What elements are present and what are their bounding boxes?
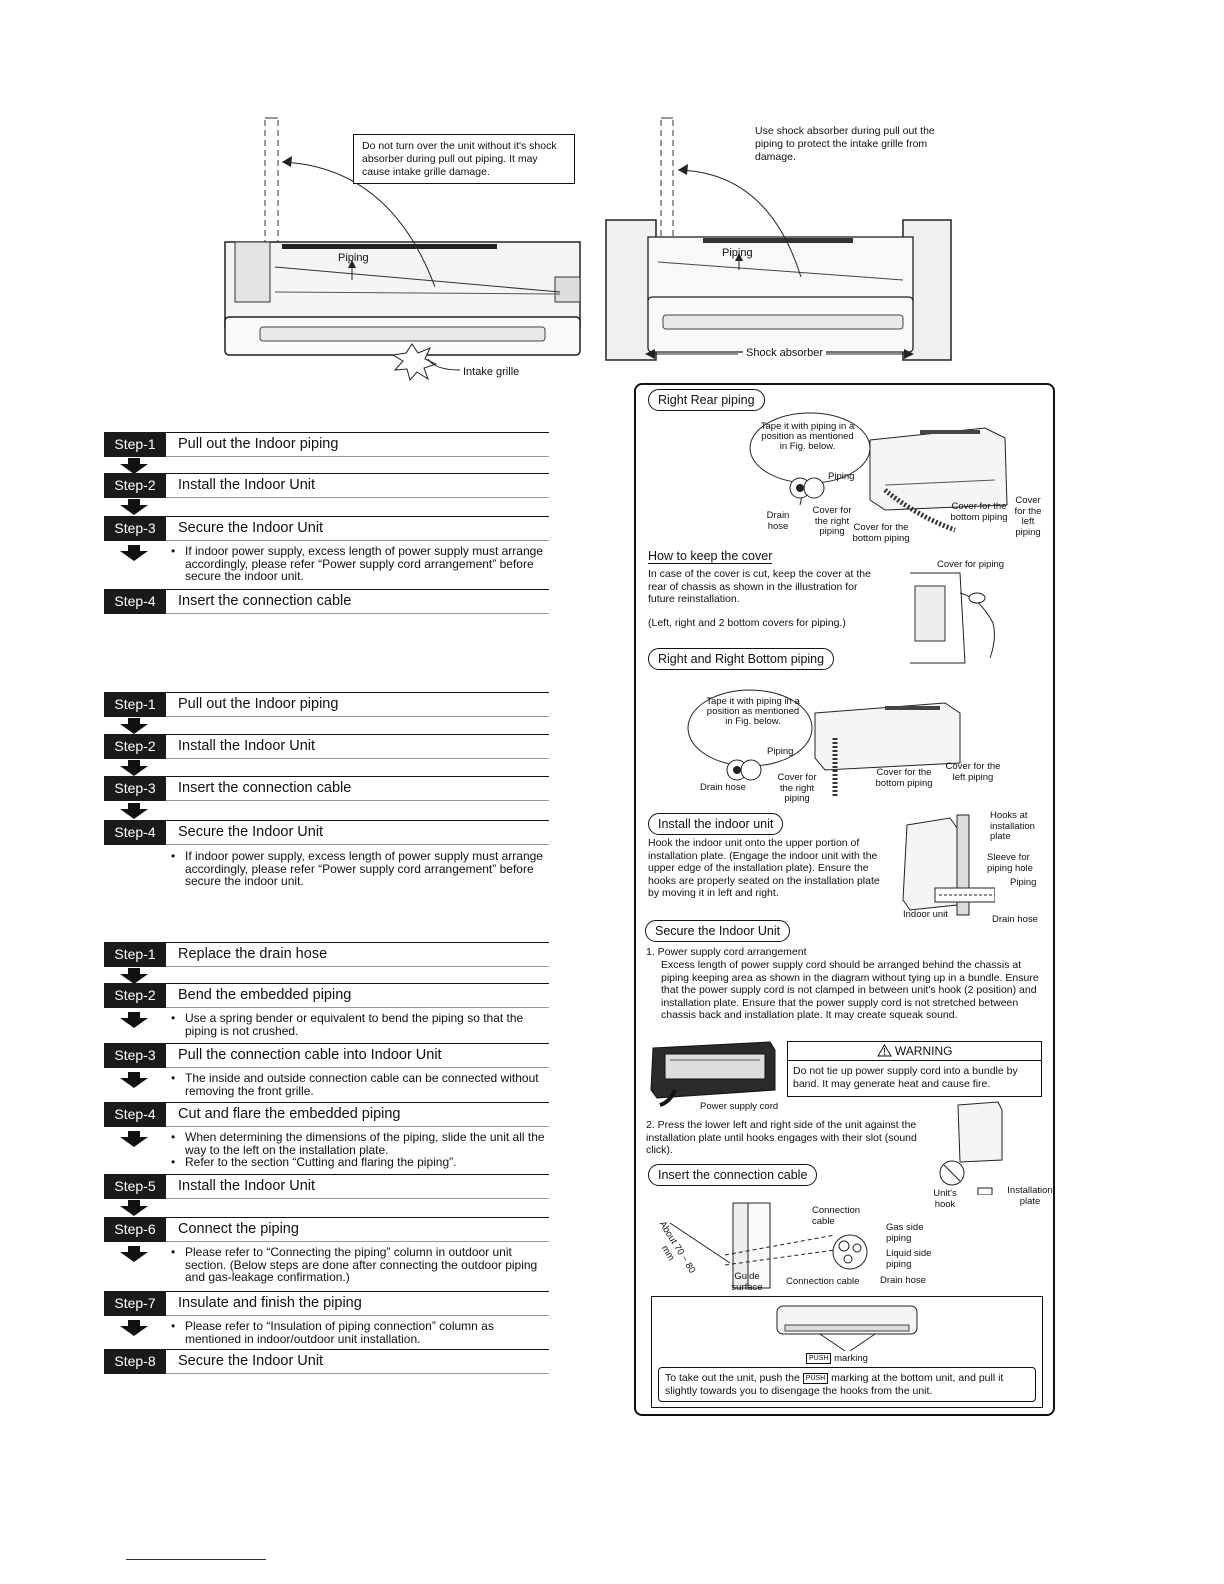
heading-insert-connection-cable: Insert the connection cable [648, 1164, 817, 1186]
takeout-text-part1: To take out the unit, push the [665, 1372, 800, 1384]
step-badge: Step-1 [104, 692, 166, 717]
press-unit-text: 2. Press the lower left and right side of the unit against the installation plate until hooks engages with their slot (sound click). [646, 1119, 917, 1156]
step-badge: Step-1 [104, 432, 166, 457]
step-title: Secure the Indoor Unit [178, 1353, 324, 1369]
step-row [104, 589, 549, 614]
hooks-label: Hooks at installation plate [990, 810, 1035, 842]
down-arrow-icon [120, 1246, 148, 1262]
step-title: Secure the Indoor Unit [178, 520, 324, 536]
step-row [104, 983, 549, 1008]
power-cord-title: 1. Power supply cord arrangement [646, 946, 807, 958]
step-badge: Step-3 [104, 516, 166, 541]
step-row [104, 516, 549, 541]
step-bullets [171, 1072, 546, 1097]
step-badge: Step-6 [104, 1217, 166, 1242]
step-title: Secure the Indoor Unit [178, 824, 324, 840]
hook-engage-illustration [930, 1100, 1010, 1195]
step-title: Install the Indoor Unit [178, 1178, 316, 1194]
piping-label: Piping [828, 471, 855, 482]
bullet-text: • Please refer to “Insulation of piping connection” column as mentioned in indoor/outdoor unit installation. [171, 1320, 546, 1345]
piping-label-right: Piping [722, 247, 753, 259]
cover-bottom-label: Cover for the bottom piping [950, 501, 1008, 523]
step-badge: Step-4 [104, 1102, 166, 1127]
takeout-note-box [658, 1367, 1036, 1402]
step-badge: Step-2 [104, 734, 166, 759]
step-badge: Step-2 [104, 473, 166, 498]
step-title: Pull the connection cable into Indoor Unit [178, 1047, 442, 1063]
warning-box [787, 1041, 1042, 1097]
step-row [104, 1174, 549, 1199]
step-row [104, 734, 549, 759]
piping-label: Piping [767, 746, 794, 757]
step-badge: Step-5 [104, 1174, 166, 1199]
step-row [104, 692, 549, 717]
piping-label-left: Piping [338, 252, 369, 264]
warning-text: Do not tie up power supply cord into a bundle by band. It may generate heat and cause fire. [793, 1065, 1018, 1090]
installation-plate-label: Installation plate [1007, 1185, 1053, 1207]
heading-right-bottom-piping: Right and Right Bottom piping [648, 648, 834, 670]
cover-right-label: Cover for the right piping [777, 772, 817, 804]
keep-cover-text: In case of the cover is cut, keep the cover at the rear of chassis as shown in the illustration for future reinstallation. [648, 568, 871, 605]
guide-surface-label: Guide surface [731, 1271, 763, 1293]
push-marking-text: marking [834, 1353, 868, 1365]
down-arrow-icon [120, 1012, 148, 1028]
step-bullets [171, 1131, 546, 1169]
gas-side-label: Gas side piping [886, 1222, 924, 1244]
drain-hose-label: Drain hose [766, 510, 790, 532]
drain-hose-label: Drain hose [880, 1275, 926, 1286]
indoor-unit-label: Indoor unit [903, 909, 948, 920]
step-badge: Step-7 [104, 1291, 166, 1316]
step-badge: Step-4 [104, 820, 166, 845]
step-title: Install the Indoor Unit [178, 477, 316, 493]
step-title: Cut and flare the embedded piping [178, 1106, 401, 1122]
step-title: Pull out the Indoor piping [178, 436, 339, 452]
step-row [104, 1217, 549, 1242]
step-title: Insert the connection cable [178, 780, 352, 796]
warning-note-box: Do not turn over the unit without it's shock absorber during pull out piping. It may cause intake grille damage. [353, 134, 575, 184]
step-row [104, 942, 549, 967]
warning-title: WARNING [894, 1044, 953, 1058]
unit-bottom-illustration [775, 1303, 920, 1353]
drain-hose-label: Drain hose [992, 914, 1038, 925]
bullet-text: • When determining the dimensions of the piping, slide the unit all the way to the left on the installation plate. [171, 1131, 546, 1156]
heading-right-rear-piping: Right Rear piping [648, 389, 765, 411]
cover-right-label: Cover for the right piping [812, 505, 852, 537]
step-title: Connect the piping [178, 1221, 299, 1237]
step-badge: Step-3 [104, 1043, 166, 1068]
keep-cover-illustration [905, 568, 1010, 666]
shock-absorber-label: Shock absorber [743, 347, 826, 359]
bullet-text: • If indoor power supply, excess length of power supply must arrange accordingly, please refer “Power supply cord arrangement” before secure the indoor unit. [171, 545, 546, 583]
step-row [104, 473, 549, 498]
down-arrow-icon [120, 718, 148, 734]
down-arrow-icon [120, 1131, 148, 1147]
bullet-text: • If indoor power supply, excess length of power supply must arrange accordingly, please refer “Power supply cord arrangement” before secure the indoor unit. [171, 850, 546, 888]
units-hook-label: Unit's hook [933, 1188, 957, 1210]
down-arrow-icon [120, 458, 148, 474]
step-title: Pull out the Indoor piping [178, 696, 339, 712]
about-dimension-label: About 70 ~ 80 mm [656, 1219, 698, 1276]
step-badge: Step-2 [104, 983, 166, 1008]
shock-absorber-note: Use shock absorber during pull out the piping to protect the intake grille from damage. [755, 125, 935, 163]
push-marking-label [806, 1353, 868, 1365]
liquid-side-label: Liquid side piping [886, 1248, 932, 1270]
step-row [104, 776, 549, 801]
cover-left-label: Cover for the left piping [945, 761, 1001, 783]
step-badge: Step-4 [104, 589, 166, 614]
bullet-text: • Refer to the section “Cutting and flaring the piping”. [171, 1156, 546, 1169]
power-cord-label: Power supply cord [700, 1101, 779, 1112]
step-title: Insulate and finish the piping [178, 1295, 362, 1311]
step-bullets [171, 1320, 546, 1345]
takeout-text-part2: marking at the bottom unit, and pull it slightly towards you to disengage the hooks from the unit. [665, 1372, 1004, 1397]
install-text: Hook the indoor unit onto the upper portion of installation plate. (Engage the indoor unit with the upper edge of the installation plate). Ensure the hooks are properly seated on the installation plate by moving it in left and right. [648, 837, 880, 899]
step-title: Insert the connection cable [178, 593, 352, 609]
step-title: Bend the embedded piping [178, 987, 352, 1003]
step-row [104, 432, 549, 457]
footer-rule [126, 1559, 266, 1560]
keep-cover-note: (Left, right and 2 bottom covers for piping.) [648, 617, 846, 629]
bullet-text: • The inside and outside connection cable can be connected without removing the front grille. [171, 1072, 546, 1097]
step-badge: Step-3 [104, 776, 166, 801]
step-title: Replace the drain hose [178, 946, 328, 962]
down-arrow-icon [120, 545, 148, 561]
push-key-icon: PUSH [803, 1373, 828, 1384]
heading-secure-indoor-unit: Secure the Indoor Unit [645, 920, 790, 942]
step-row [104, 1349, 549, 1374]
cover-bottom-label: Cover for the bottom piping [852, 522, 910, 544]
heading-install-indoor-unit: Install the indoor unit [648, 813, 783, 835]
connection-cable-label: Connection cable [812, 1205, 861, 1227]
connection-cable-label: Connection cable [786, 1276, 860, 1287]
down-arrow-icon [120, 499, 148, 515]
warning-header [788, 1042, 1041, 1061]
step-badge: Step-1 [104, 942, 166, 967]
takeout-note-text [665, 1372, 1031, 1398]
push-key-icon: PUSH [806, 1353, 831, 1364]
down-arrow-icon [120, 760, 148, 776]
step-bullets [171, 545, 546, 583]
down-arrow-icon [120, 1200, 148, 1216]
cover-for-piping-label: Cover for piping [937, 559, 1005, 570]
step-row [104, 1043, 549, 1068]
drain-hose-label: Drain hose [700, 782, 746, 793]
piping-label: Piping [1010, 877, 1037, 888]
bullet-text: • Please refer to “Connecting the piping” column in outdoor unit section. (Below steps are done after connecting the outdoor piping and gas-leakage confirmation.) [171, 1246, 546, 1284]
warning-triangle-icon [877, 1044, 892, 1057]
down-arrow-icon [120, 968, 148, 984]
cover-left-label: Cover for the left piping [1014, 495, 1042, 538]
step-title: Install the Indoor Unit [178, 738, 316, 754]
step-row [104, 1291, 549, 1316]
step-row [104, 1102, 549, 1127]
heading-keep-cover: How to keep the cover [648, 549, 773, 563]
step-badge: Step-8 [104, 1349, 166, 1374]
cover-bottom-label: Cover for the bottom piping [875, 767, 933, 789]
step-bullets [171, 1012, 546, 1037]
bullet-text: • Use a spring bender or equivalent to bend the piping so that the piping is not crushed. [171, 1012, 546, 1037]
down-arrow-icon [120, 803, 148, 819]
sleeve-label: Sleeve for piping hole [987, 852, 1033, 874]
bubble-text: Tape it with piping in a position as mentioned in Fig. below. [760, 421, 855, 452]
bubble-text: Tape it with piping in a position as mentioned in Fig. below. [706, 696, 800, 727]
down-arrow-icon [120, 1320, 148, 1336]
install-indoor-unit-illustration [895, 810, 995, 920]
power-cord-text: Excess length of power supply cord should be arranged behind the chassis at piping keeping area as shown in the diagram without tying up in a bundle. Ensure that the power supply cord is not clamped in between unit's hook (2 position) and installation plate. Ensure that the power supply cord is not stretched between chassis back and installation plate. It may create squeak sound. [661, 959, 1039, 1021]
intake-grille-label: Intake grille [463, 366, 520, 378]
step-row [104, 820, 549, 845]
step-bullets [171, 1246, 546, 1284]
down-arrow-icon [120, 1072, 148, 1088]
step-bullets [171, 850, 546, 888]
